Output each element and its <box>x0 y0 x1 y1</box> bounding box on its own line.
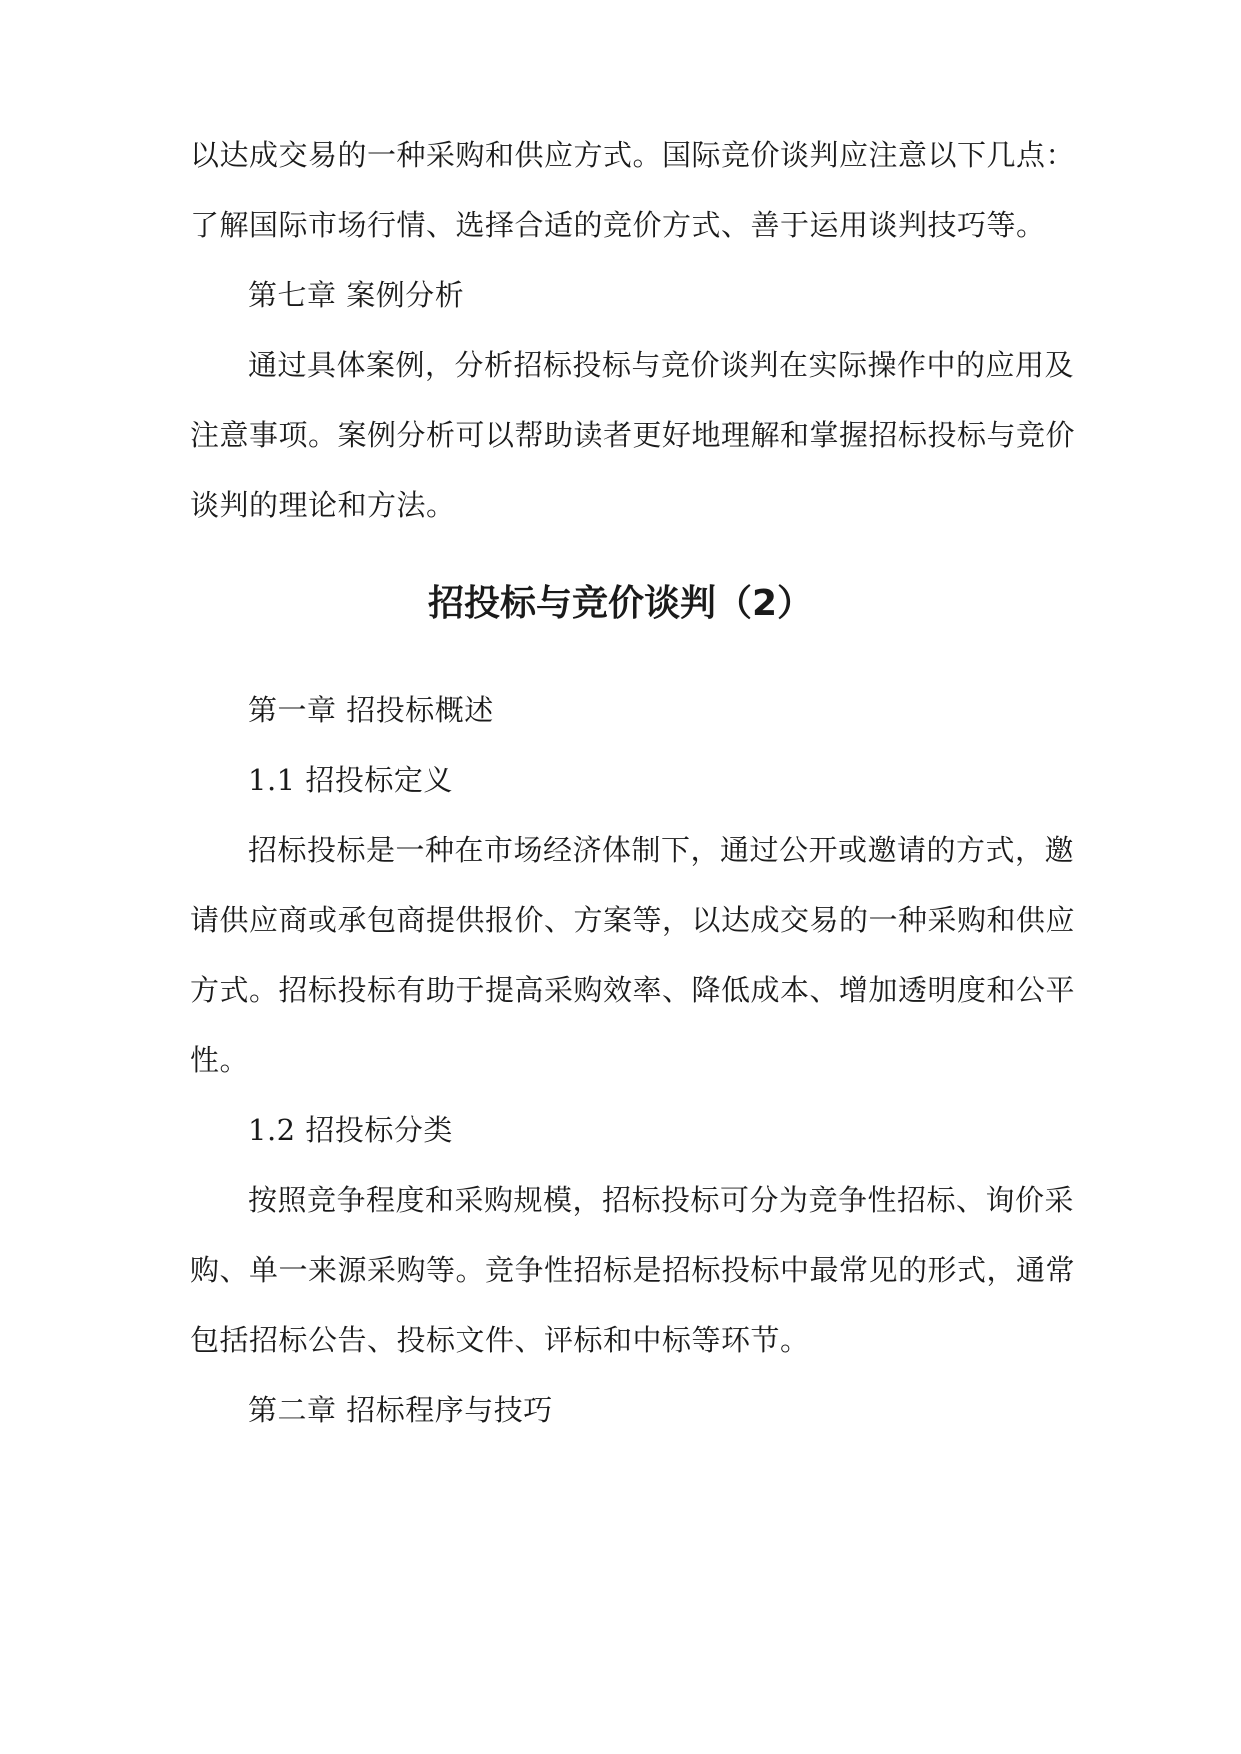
document-title: 招投标与竞价谈判（2） <box>427 583 814 624</box>
paragraph-line: 了解国际市场行情、选择合适的竞价方式、善于运用谈判技巧等。 <box>190 208 1046 242</box>
paragraph-line: 谈判的理论和方法。 <box>190 488 456 522</box>
paragraph-line: 以达成交易的一种采购和供应方式。国际竞价谈判应注意以下几点： <box>190 138 1076 172</box>
paragraph-line: 注意事项。案例分析可以帮助读者更好地理解和掌握招标投标与竞价 <box>190 418 1076 452</box>
paragraph-line: 方式。招标投标有助于提高采购效率、降低成本、增加透明度和公平 <box>190 973 1076 1007</box>
paragraph-line: 性。 <box>190 1043 250 1077</box>
section-heading: 1.2 招投标分类 <box>248 1113 453 1147</box>
chapter-heading: 第一章 招投标概述 <box>248 693 494 727</box>
paragraph-line: 请供应商或承包商提供报价、方案等，以达成交易的一种采购和供应 <box>190 903 1076 937</box>
section-heading: 1.1 招投标定义 <box>248 763 453 797</box>
paragraph-line: 购、单一来源采购等。竞争性招标是招标投标中最常见的形式，通常 <box>190 1253 1076 1287</box>
chapter-heading: 第二章 招标程序与技巧 <box>248 1393 553 1427</box>
paragraph-line: 按照竞争程度和采购规模，招标投标可分为竞争性招标、询价采 <box>248 1183 1075 1217</box>
paragraph-line: 通过具体案例，分析招标投标与竞价谈判在实际操作中的应用及 <box>248 348 1075 382</box>
paragraph-line: 招标投标是一种在市场经济体制下，通过公开或邀请的方式，邀 <box>248 833 1075 867</box>
chapter-heading: 第七章 案例分析 <box>248 278 465 312</box>
paragraph-line: 包括招标公告、投标文件、评标和中标等环节。 <box>190 1323 810 1357</box>
